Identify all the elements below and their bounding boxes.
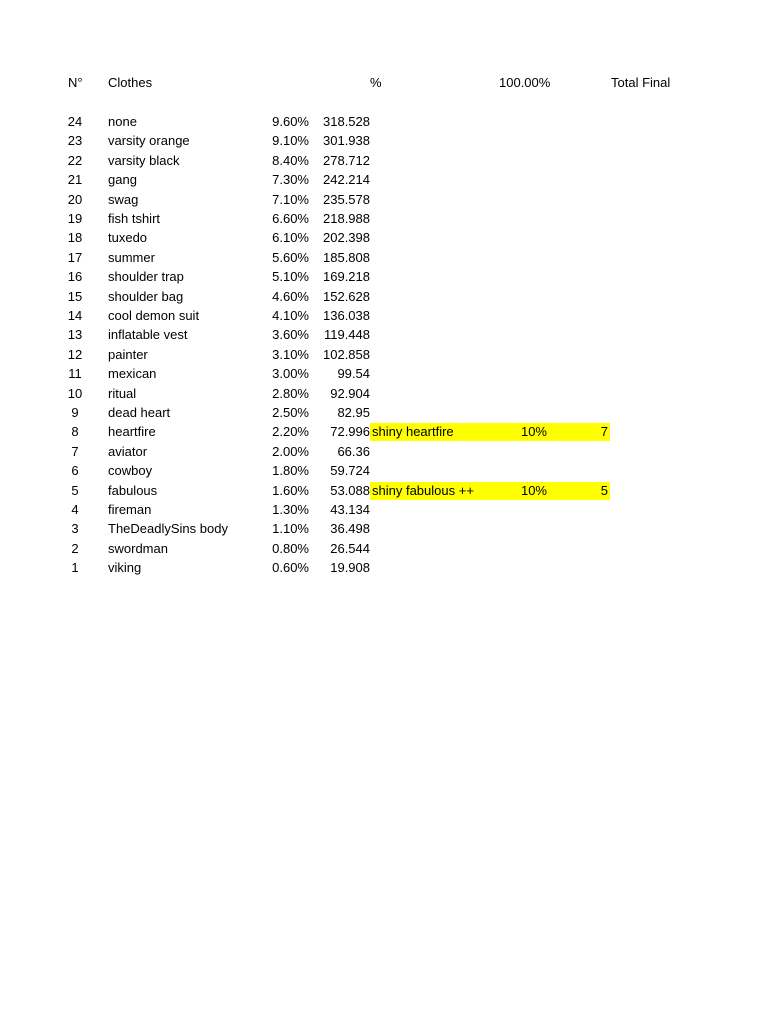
clothes-name: swordman bbox=[108, 540, 168, 556]
row-percent: 2.50% bbox=[272, 405, 309, 420]
table-row bbox=[0, 481, 768, 500]
shiny-variant-percent: 10% bbox=[520, 424, 547, 440]
row-percent: 7.10% bbox=[272, 191, 309, 207]
row-number: 19 bbox=[67, 211, 83, 226]
clothes-name: cowboy bbox=[108, 463, 153, 479]
row-number: 11 bbox=[68, 366, 82, 382]
shiny-variant-name: shiny heartfire bbox=[372, 424, 454, 440]
table-row bbox=[0, 190, 768, 209]
clothes-name: gang bbox=[108, 172, 137, 188]
row-number: 6 bbox=[71, 463, 79, 479]
row-percent: 3.10% bbox=[272, 346, 309, 362]
row-value: 82.95 bbox=[337, 405, 370, 420]
row-percent: 9.10% bbox=[272, 133, 309, 149]
row-percent: 2.00% bbox=[272, 443, 309, 459]
row-value: 202.398 bbox=[323, 230, 370, 246]
clothes-name: ritual bbox=[108, 385, 137, 401]
row-percent: 9.60% bbox=[272, 114, 309, 129]
table-row bbox=[0, 519, 768, 538]
row-value: 119.448 bbox=[323, 327, 370, 343]
row-value: 102.858 bbox=[323, 346, 370, 362]
clothes-name: none bbox=[108, 114, 137, 129]
row-number: 18 bbox=[67, 230, 83, 246]
row-value: 59.724 bbox=[330, 463, 370, 479]
row-value: 242.214 bbox=[323, 172, 370, 188]
table-row bbox=[0, 228, 768, 247]
clothes-name: cool demon suit bbox=[108, 308, 200, 323]
row-value: 72.996 bbox=[330, 424, 370, 440]
total-final-value: 7 bbox=[600, 424, 608, 440]
table-row bbox=[0, 384, 768, 403]
row-number: 20 bbox=[67, 191, 83, 207]
row-value: 36.498 bbox=[330, 521, 370, 537]
clothes-name: shoulder bag bbox=[108, 288, 184, 304]
row-value: 53.088 bbox=[330, 482, 370, 498]
row-number: 8 bbox=[71, 424, 79, 440]
row-percent: 1.60% bbox=[272, 482, 309, 498]
row-percent: 3.00% bbox=[272, 366, 309, 382]
row-percent: 0.80% bbox=[272, 540, 309, 556]
table-row bbox=[0, 306, 768, 325]
row-value: 43.134 bbox=[330, 502, 370, 517]
row-percent: 8.40% bbox=[272, 152, 309, 168]
header-percent: % bbox=[370, 75, 382, 90]
table-row bbox=[0, 267, 768, 286]
clothes-name: varsity orange bbox=[108, 133, 190, 149]
table-row bbox=[0, 345, 768, 364]
row-number: 15 bbox=[67, 288, 83, 304]
row-value: 92.904 bbox=[330, 385, 370, 401]
row-number: 4 bbox=[71, 502, 79, 517]
row-percent: 1.30% bbox=[272, 502, 309, 517]
row-value: 185.808 bbox=[323, 249, 370, 265]
row-percent: 4.60% bbox=[272, 288, 309, 304]
row-number: 7 bbox=[71, 443, 79, 459]
row-percent: 6.10% bbox=[272, 230, 309, 246]
row-number: 16 bbox=[67, 269, 83, 285]
row-value: 278.712 bbox=[323, 152, 370, 168]
clothes-name: shoulder trap bbox=[108, 269, 184, 285]
table-row bbox=[0, 287, 768, 306]
clothes-name: swag bbox=[108, 191, 139, 207]
clothes-name: viking bbox=[108, 560, 142, 576]
row-percent: 2.20% bbox=[272, 424, 309, 440]
row-value: 169.218 bbox=[323, 269, 370, 285]
row-value: 218.988 bbox=[323, 211, 370, 226]
row-number: 24 bbox=[67, 114, 83, 129]
row-number: 10 bbox=[67, 385, 83, 401]
clothes-name: painter bbox=[108, 346, 148, 362]
row-number: 21 bbox=[67, 172, 83, 188]
row-number: 9 bbox=[71, 405, 79, 420]
table-row bbox=[0, 131, 768, 150]
row-number: 14 bbox=[67, 308, 83, 323]
table-row bbox=[0, 170, 768, 189]
row-number: 17 bbox=[67, 249, 83, 265]
table-row bbox=[0, 151, 768, 170]
row-percent: 0.60% bbox=[272, 560, 309, 576]
table-row bbox=[0, 364, 768, 383]
header-row bbox=[0, 73, 768, 92]
clothes-name: aviator bbox=[108, 443, 148, 459]
table-row bbox=[0, 558, 768, 577]
row-percent: 7.30% bbox=[272, 172, 309, 188]
row-number: 1 bbox=[71, 560, 79, 576]
row-value: 152.628 bbox=[323, 288, 370, 304]
table-row bbox=[0, 500, 768, 519]
header-number: N° bbox=[68, 75, 83, 90]
clothes-name: heartfire bbox=[108, 424, 156, 440]
table-row bbox=[0, 248, 768, 267]
row-value: 19.908 bbox=[330, 560, 370, 576]
total-final-value: 5 bbox=[600, 482, 608, 498]
table-row bbox=[0, 325, 768, 344]
clothes-name: mexican bbox=[108, 366, 157, 382]
row-percent: 5.10% bbox=[272, 269, 309, 285]
table-row bbox=[0, 422, 768, 441]
header-total-percent: 100.00% bbox=[499, 75, 551, 90]
table-row bbox=[0, 403, 768, 422]
row-percent: 4.10% bbox=[272, 308, 309, 323]
row-percent: 3.60% bbox=[272, 327, 309, 343]
row-number: 2 bbox=[71, 540, 79, 556]
row-number: 12 bbox=[67, 346, 83, 362]
clothes-name: TheDeadlySins body bbox=[108, 521, 228, 537]
clothes-name: fish tshirt bbox=[108, 211, 161, 226]
row-value: 318.528 bbox=[323, 114, 370, 129]
clothes-name: varsity black bbox=[108, 152, 180, 168]
shiny-variant-name: shiny fabulous ++ bbox=[372, 482, 474, 498]
row-number: 13 bbox=[67, 327, 83, 343]
row-percent: 1.80% bbox=[272, 463, 309, 479]
row-value: 136.038 bbox=[323, 308, 370, 323]
header-clothes: Clothes bbox=[108, 75, 153, 90]
row-number: 5 bbox=[71, 482, 79, 498]
table-row bbox=[0, 539, 768, 558]
header-total-final: Total Final bbox=[611, 75, 671, 90]
row-number: 23 bbox=[67, 133, 83, 149]
clothes-name: dead heart bbox=[108, 405, 171, 420]
row-percent: 5.60% bbox=[272, 249, 309, 265]
row-number: 22 bbox=[67, 152, 83, 168]
table-row bbox=[0, 442, 768, 461]
clothes-name: summer bbox=[108, 249, 155, 265]
clothes-name: tuxedo bbox=[108, 230, 148, 246]
row-percent: 6.60% bbox=[272, 211, 309, 226]
row-value: 26.544 bbox=[330, 540, 370, 556]
row-number: 3 bbox=[71, 521, 79, 537]
row-value: 301.938 bbox=[323, 133, 370, 149]
row-percent: 1.10% bbox=[272, 521, 309, 537]
row-value: 66.36 bbox=[337, 443, 370, 459]
row-percent: 2.80% bbox=[272, 385, 309, 401]
clothes-name: fabulous bbox=[108, 482, 158, 498]
table-row bbox=[0, 112, 768, 131]
row-value: 99.54 bbox=[337, 366, 370, 382]
clothes-name: fireman bbox=[108, 502, 152, 517]
shiny-variant-percent: 10% bbox=[520, 482, 547, 498]
clothes-name: inflatable vest bbox=[108, 327, 188, 343]
table-row bbox=[0, 209, 768, 228]
row-value: 235.578 bbox=[323, 191, 370, 207]
table-row bbox=[0, 461, 768, 480]
